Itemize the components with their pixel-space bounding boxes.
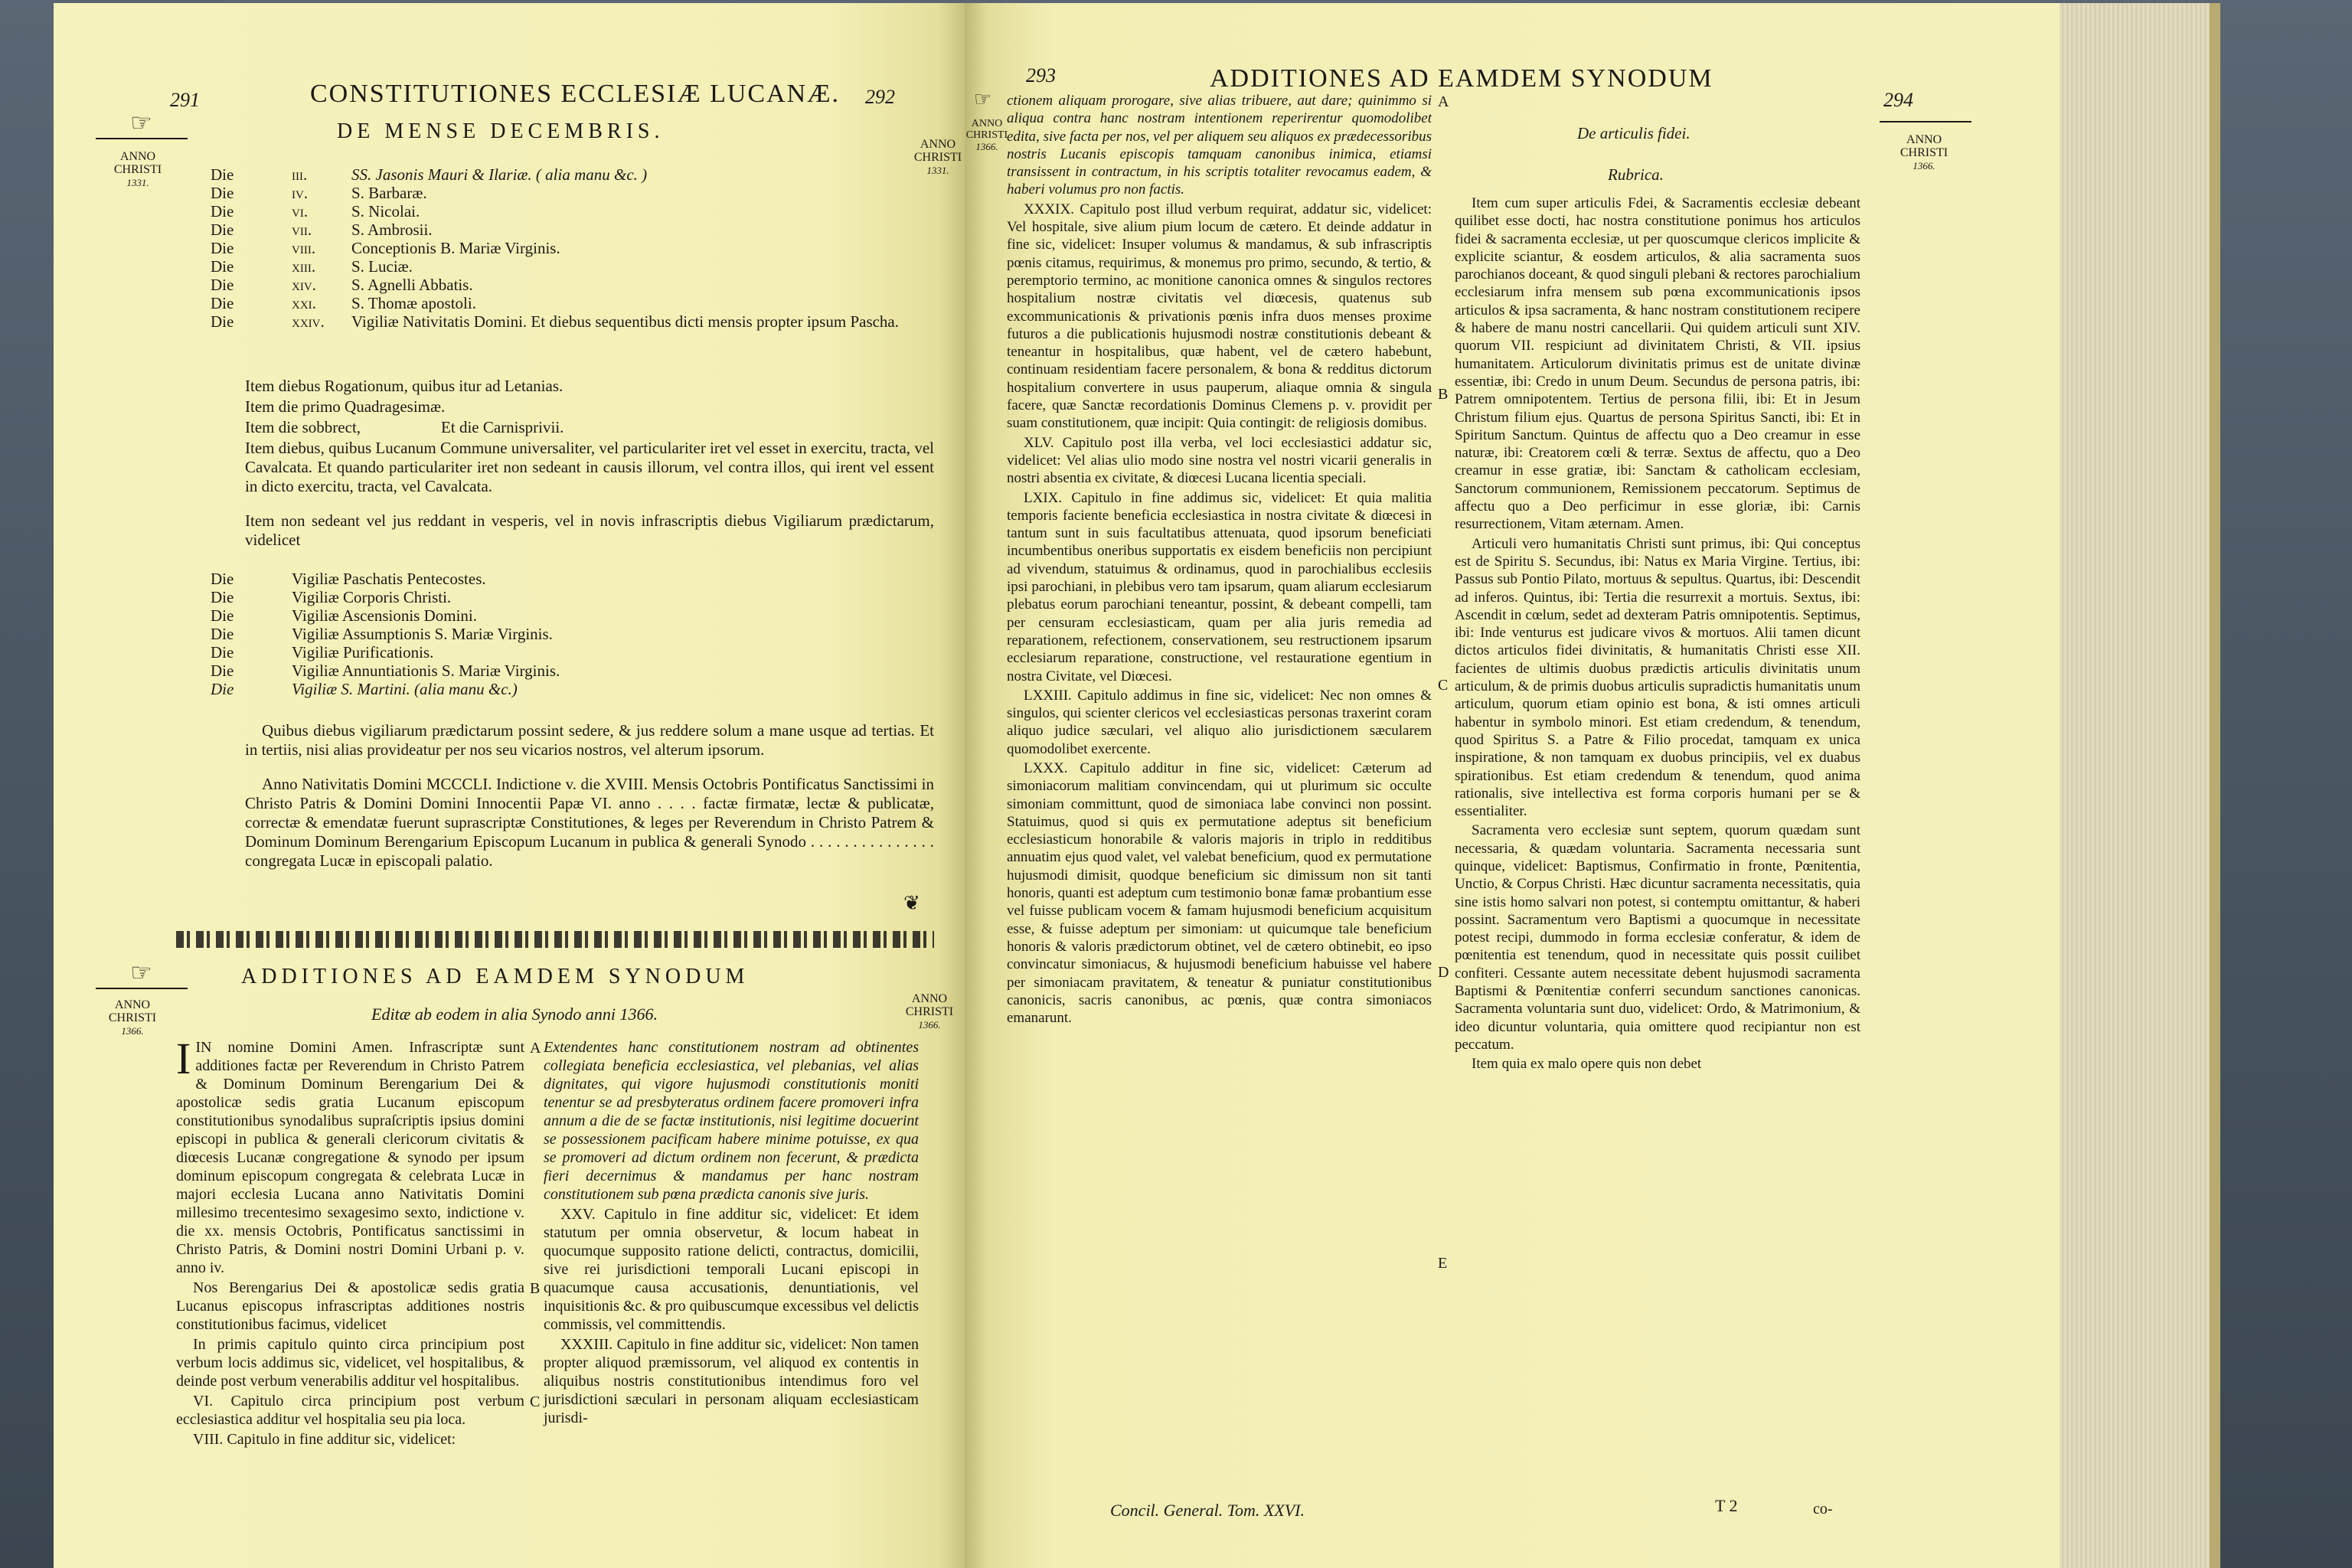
margin-letter: A [1438,93,1449,110]
pointing-hand-icon: ☞ [130,959,152,986]
calendar-row: Die iii. SS. Jasonis Mauri & Ilariæ. ( alia manu &c. ) [211,165,648,184]
calendar-row: Die xxiv. Vigiliæ Nativitatis Domini. Et diebus sequentibus dicti mensis propter ipsum Pascha. [211,312,900,331]
calendar-row: Die Vigiliæ S. Martini. (alia manu &c.) [211,680,518,698]
calendar-row: Die xxi. S. Thomæ apostoli. [211,294,476,312]
paragraph: Sacramenta vero ecclesiæ sunt septem, quorum quædam sunt necessaria, & quædam voluntaria. Sacramenta necessaria sunt quinque, videlicet: Baptismus, Confirmatio in fronte, Pœnitentia, Unctio, & Corpus Christi. Hæc dicuntur sacramenta necessitatis, quia sine istis homo salvari non potest, si contemptu omittantur, & haberi possint. Sacramentum vero Baptismi a quocumque in necessitate potest recipi, dummodo in forma ecclesiæ conferatur, & idem de pœnitentia est tenendum, quod in necessitate quis possit cuilibet confiteri. Cessante autem necessitate debent hujusmodi sacramenta Baptismi & Pœnitentiæ conferri secundum sanctiones canonicas. Sacramenta voluntaria sunt duo, videlicet: Ordo, & Matrimonium, & ideo dicuntur voluntaria, quia omittere quod recipiantur non est peccatum. [1455,822,1860,1053]
margin-note-year: ANNO CHRISTI 1366. [965,118,1008,152]
footer-volume: Concil. General. Tom. XXVI. [1110,1501,1305,1520]
paragraph: XXXIX. Capitulo post illud verbum requirat, addatur sic, videlicet: Vel hospitale, sive alium pium locum de cætero. Et deinde addatur in fine sic, videlicet: Insuper volumus & mandamus, & sub infrascriptis pœnis citamus, requirimus, & monemus pro primo, secundo, & tertio, & peremptorio termino, ac monitione canonica omnes & singulos rectores hospitalium nostræ civitatis vel diœcesis, quatenus sub excommunicationis & privationis pœnis infra duos menses proxime futuros a die publicationis hujusmodi nostræ constitutionis debeant & teneantur in hospitalibus, quæ habent, vel de cætero habebunt, continuam residentiam facere personalem, & bona & redditus dictorum hospitalium convertere in usus pauperum, aliaque omnia & singula facere, quæ Sanctæ recordationis Dominus Clemens p. v. providit per suam constitutionem, quæ incipit: Quia contingit: de religiosis domibus. [1007,201,1432,432]
right-column-b [1455,194,1860,1075]
margin-note-year: ANNO CHRISTI 1366. [108,998,157,1037]
right-column-a [1007,92,1432,1028]
paragraph: Item cum super articulis Fdei, & Sacramentis ecclesiæ debeant quilibet esse docti, hac nostra constitutione ponimus hos articulos fidei & sacramenta ecclesiæ, ut per quoscumque clericos implicite & explicite sciantur, & eosdem articulos, & alia sacramenta suos parochianos doceant, & quod singuli plebani & rectores parochialium ecclesiarum infra mensem sub pœna excommunicationis ipsos articulos & ipsa sacramenta, & hanc nostram constitutionem recipere & habere de manu nostri cancellarii. Qui quidem articuli sunt XIV. quorum VII. respiciunt ad divinitatem Christi, & VII. ipsius humanitatem. Articulorum divinitatis primus est de unitate divinæ essentiæ, ibi: Credo in unum Deum. Secundus de persona patris, ibi: Patrem omnipotentem. Tertius de persona filii, ibi: Et in Jesum Christum filium ejus. Quartus de persona Spiritus Sancti, ibi: Et in Spiritum Sanctum. Quintus de affectu quo a Deo creamur in esse naturæ, ibi: Creatorem cœli & terræ. Sextus de affectu, quo a Deo creamur in esse gratiæ, ibi: Sanctam & catholicam ecclesiam, Sanctorum communionem, Remissionem peccatorum. Septimus de affectu quo a Deo perficimur in esse gloriæ, ibi: Carnis resurrectionem, Vitam æternam. Amen. [1455,195,1860,533]
calendar-row: Die Vigiliæ Ascensionis Domini. [211,606,478,625]
margin-letter: D [1438,964,1449,981]
left-page [54,3,965,1568]
paragraph: Extendentes hanc constitutionem nostram ad obtinentes collegiata beneficia ecclesiastica, vel plebanias, vel alias dignitates, qui vigore hujusmodi constitutionis moniti tenentur se ad presbyteratus ordinem facere promoveri infra annum a die de se factæ institutionis, nisi legitime docuerint se possessionem pacificam habere minime potuisse, ex qua se promoveri ad dictum ordinem non fecerunt, & prædicta fieri decernimus & mandamus per hanc nostram constitutionem sub pœna prædicta canonis sive juris. [544,1039,919,1203]
paragraph: In primis capitulo quinto circa principium post verbum locis addimus sic, videlicet, vel hospitalibus, & deinde post verbum venerabilis additur vel hospitalibus. [176,1336,524,1390]
calendar-row: Die vi. S. Nicolai. [211,202,420,220]
ornamental-band [176,931,934,948]
calendar-row: Die Vigiliæ Corporis Christi. [211,588,452,606]
paragraph: LXXIII. Capitulo addimus in fine sic, videlicet: Nec non omnes & singulos, qui scienter clericos vel ecclesiasticas personas traxerint coram aliquo judice sæculari, vel aliquo alio jurisdictionem sæcularem quomodolibet exercente. [1007,687,1432,757]
calendar-row: Die Vigiliæ Paschatis Pentecostes. [211,570,486,588]
calendar-row: Die vii. S. Ambrosii. [211,220,433,239]
quibus-paragraph: Quibus diebus vigiliarum prædictarum possint sedere, & jus reddere solum a mane usque ad tertias. Et in tertiis, nisi alias provideatur per nos seu vicarios nostros, vel alterum ipsorum. [245,721,934,759]
calendar-row: Die xiii. S. Luciæ. [211,257,413,276]
margin-letter: B [530,1280,541,1297]
calendar-vigils [211,570,900,698]
vigiliarum-intro: Item non sedeant vel jus reddant in vesperis, vel in novis infrascriptis diebus Vigiliarum prædictarum, videlicet [245,511,934,549]
margin-note-year-right: ANNO CHRISTI 1366. [905,992,954,1031]
item-line: Item die primo Quadragesimæ. [245,397,446,416]
open-book [54,3,2182,1568]
right-page [965,3,2060,1568]
paragraph: VIII. Capitulo in fine additur sic, videlicet: [193,1431,456,1448]
page-number-292: 292 [865,86,895,108]
running-head: ADDITIONES AD EAMDEM SYNODUM [1210,64,1713,93]
page-number-294: 294 [1883,89,1913,111]
margin-rule [96,988,188,989]
page-fore-edge [2060,3,2220,1568]
item-line: Item diebus Rogationum, quibus itur ad Letanias. [245,377,564,395]
catchword: co- [1813,1501,1833,1517]
additiones-title: ADDITIONES AD EAMDEM SYNODUM [241,965,750,988]
item-line: Item diebus, quibus Lucanum Commune universaliter, vel particulariter iret vel esset in exercitu, tracta, vel Cavalcata. Et quando particulariter iret non sedeant in causis illorum, vel contra illos, qui irent vel essent in dicto exercitu, tracta, vel Cavalcata. [245,439,934,495]
pointing-hand-icon: ☞ [130,109,152,136]
paragraph: IN nomine Domini Amen. Infrascriptæ sunt additiones factæ per Reverendum in Christo Patrem & Dominum Dominum Berengarium Dei & apostolicæ sedis gratia Lucanum episcopum constitutionibus synodalibus supraſcriptis ipsius domini episcopi in publica & generali clericorum civitatis & diœcesis Lucanæ congregatione & synodo per ipsum dominum episcopum congregata & celebrata Lucæ in majori ecclesia Lucana anno Nativitatis Domini millesimo trecentesimo sexagesimo sexto, indictione v. die xx. mensis Octobris, Pontificatus sanctissimi in Christo Patris, & Domini nostri Domini Urbani p. v. anno iv. [176,1039,524,1276]
margin-letter: C [1438,677,1449,694]
margin-note-year-right: ANNO CHRISTI 1331. [913,138,962,176]
drop-cap: I [176,1034,191,1083]
paragraph: XLV. Capitulo post illa verba, vel loci ecclesiastici addatur sic, videlicet: Vel alias ulio modo sine nostra vel nostri vicarii generalis in nostri absentia ex civitate, & diœcesi Lucana licentia speciali. [1007,434,1432,487]
calendar-row: Die Vigiliæ Assumptionis S. Mariæ Virginis. [211,625,553,643]
paragraph: LXIX. Capitulo in fine addimus sic, videlicet: Et quia malitia temporis faciente beneficia ecclesiastica in nostra civitate & diœcesi in tantum sunt in suis facultatibus attenuata, quod ipsorum beneficiati incumbentibus oneribus supportatis ex eisdem beneficiis non percipiunt ad vivendum, statuimus & ordinamus, quod in parochialibus ecclesiis ipsi parochiani, in plebibus vero tam ipsarum, quam aliarum ecclesiarum plebatus eorum parochiani teneantur, possint, & debeant compelli, tam per censuram ecclesiasticam, quam per alia juris remedia ad reparationem, refectionem, conservationem, seu restructionem ipsarum ecclesiarum reparatione, constructione, vel restauratione egentium in nostra Civitate, vel Diœcesi. [1007,489,1432,684]
page-number-291: 291 [170,89,200,111]
margin-letter: B [1438,386,1449,403]
margin-letter: C [530,1393,541,1410]
margin-note-year: ANNO CHRISTI 1331. [113,150,162,188]
left-column-b [544,1038,919,1429]
calendar-row: Die Vigiliæ Purificationis. [211,643,434,662]
rubrica-label: Rubrica. [1608,165,1664,184]
margin-rule [1880,121,1971,122]
margin-note-year-right: ANNO CHRISTI 1366. [1900,133,1949,172]
margin-letter: E [1438,1255,1448,1272]
margin-rule [96,138,188,139]
paragraph: Nos Berengarius Dei & apostolicæ sedis gratia Lucanus episcopus infrascriptas additiones nostris constitutionibus facimus, videlicet [176,1279,524,1333]
closing-paragraphs [245,721,934,872]
item-line: Item die sobbrect, Et die Carnisprivii. [245,418,564,436]
calendar-row: Die Vigiliæ Annuntiationis S. Mariæ Virginis. [211,662,560,680]
pointing-hand-icon: ☞ [974,88,992,110]
paragraph: LXXX. Capitulo additur in fine sic, videlicet: Cæterum ad simoniacorum malitiam convincendam, qui ut plurimum sic occulte simoniam committunt, quod de simoniaca labe convinci non possint. Statuimus, quod si quis ex permutatione adeptus sit beneficium ecclesiasticum honorabile & valoris majoris in triplo in redditibus annuatim ejus quod valet, vel valebat beneficium, quod ex permutatione hujusmodi dimisit, quodque beneficium sic dimissum non sit tanti honoris, quanti est adeptum cum testimonio bonæ famæ probantium esse vel fuisse publicam vocem & famam hujusmodi beneficium acquisitum esse, & fuisse adeptum per simoniam: ut quicumque tale beneficium honoris & valoris prædictorum obtinet, vel de cætero obtinebit, eo ipso convincatur simoniacus, & hujusmodi beneficium habuisse vel habere per simoniacam pravitatem, & teneatur & puniatur constitutionibus canonicis, sacris canonibus, ac pœnis, quæ contra simoniacos emanarunt. [1007,760,1432,1027]
calendar-row: Die viii. Conceptionis B. Mariæ Virginis. [211,239,560,257]
section-title: DE MENSE DECEMBRIS. [337,119,665,143]
page-number-293: 293 [1026,64,1056,87]
calendar-december [211,165,946,331]
calendar-row: Die iv. S. Barbaræ. [211,184,427,202]
margin-letter: A [530,1040,541,1057]
paragraph: ctionem aliquam prorogare, sive alias tribuere, aut dare; quinimmo si aliqua contra hanc nostram intentionem reperirentur quomodolibet edita, sive facta per nos, vel per aliquem seu aliquos ex prædecessoribus nostris Lucanis episcopis tamquam canonibus inimica, etiamsi transissent in contractum, in his scriptis totaliter revocamus eadem, & haberi volumus pro non factis. [1007,93,1432,198]
paragraph: XXV. Capitulo in fine additur sic, videlicet: Et idem statutum per omnia observetur, & locum habeat in quocumque supposito ratione delicti, contractus, domicilii, sive rei jurisdictioni temporali Lucani episcopi in quacumque causa accusationis, denuntiationis, vel inquisitionis &c. & pro quibuscumque excessibus vel delictis commissis, vel committendis. [544,1206,919,1333]
paragraph: Articuli vero humanitatis Christi sunt primus, ibi: Qui conceptus est de Spiritu S. Secundus, ibi: Natus ex Maria Virgine. Tertius, ibi: Passus sub Pontio Pilato, mortuus & sepultus. Quartus, ibi: Descendit ad inferos. Quintus, ibi: Tertia die resurrexit a mortuis. Sextus, ibi: Ascendit in cœlum, sedet ad dexteram Patris omnipotentis. Septimus, ibi: Inde venturus est judicare vivos & mortuos. Alii tamen dicunt dictos articulos fidei divinitatis, & humanitatis Christi esse XII. facientes de ultimis duobus prædictis articulis divinitatis unum articulum, & de primis duobus articulis supradictis humanitatis unum articulum, quorum etiam opinio est bona, & isti omnes articuli habentur in symbolo minori. Est etiam credendum, & tenendum, quod Spiritus S. a Patre & Filio procedat, tamquam ex unica inspiratione, & non tamquam ex duobus principiis, vel ex duabus spirationibus. Est etiam credendum & tenendum, quod anima rationalis, sive intellectiva est forma corporis humani per se & essentialiter. [1455,535,1860,820]
paragraph: XXXIII. Capitulo in fine additur sic, videlicet: Non tamen propter aliquod præmissorum, vel aliquod ex contentis in aliquibus nostris constitutionibus intendimus foro vel jurisdictioni sæculari in personam aliquam ecclesiasticam jurisdi- [544,1336,919,1426]
additiones-subtitle: Editæ ab eodem in alia Synodo anni 1366. [371,1004,658,1024]
column-heading: De articulis fidei. [1577,124,1690,142]
item-lines [245,377,934,551]
running-head: CONSTITUTIONES ECCLESIÆ LUCANÆ. [310,80,840,108]
anno-paragraph: Anno Nativitatis Domini MCCCLI. Indictione v. die XVIII. Mensis Octobris Pontificatus Sanctissimi in Christo Patris & Domini Domini Innocentii Papæ VI. anno . . . . factæ firmatæ, lectæ & publicatæ, correctæ & emendatæ fuerunt suprascriptæ Constitutiones, & leges per Reverendum in Christo Patrem & Dominum Dominum Berengarium Episcopum Lucanum in publica & generali Synodo . . . . . . . . . . . . . . . congregata Lucæ in episcopali palatio. [245,775,934,870]
fleuron-icon: ❦ [903,892,920,914]
paragraph: VI. Capitulo circa principium post verbum ecclesiastica additur vel hospitalia seu pia loca. [176,1393,524,1428]
paragraph: Item quia ex malo opere quis non debet [1472,1056,1702,1073]
left-column-a [176,1034,524,1450]
calendar-row: Die xiv. S. Agnelli Abbatis. [211,276,473,294]
signature-mark: T 2 [1715,1496,1738,1515]
